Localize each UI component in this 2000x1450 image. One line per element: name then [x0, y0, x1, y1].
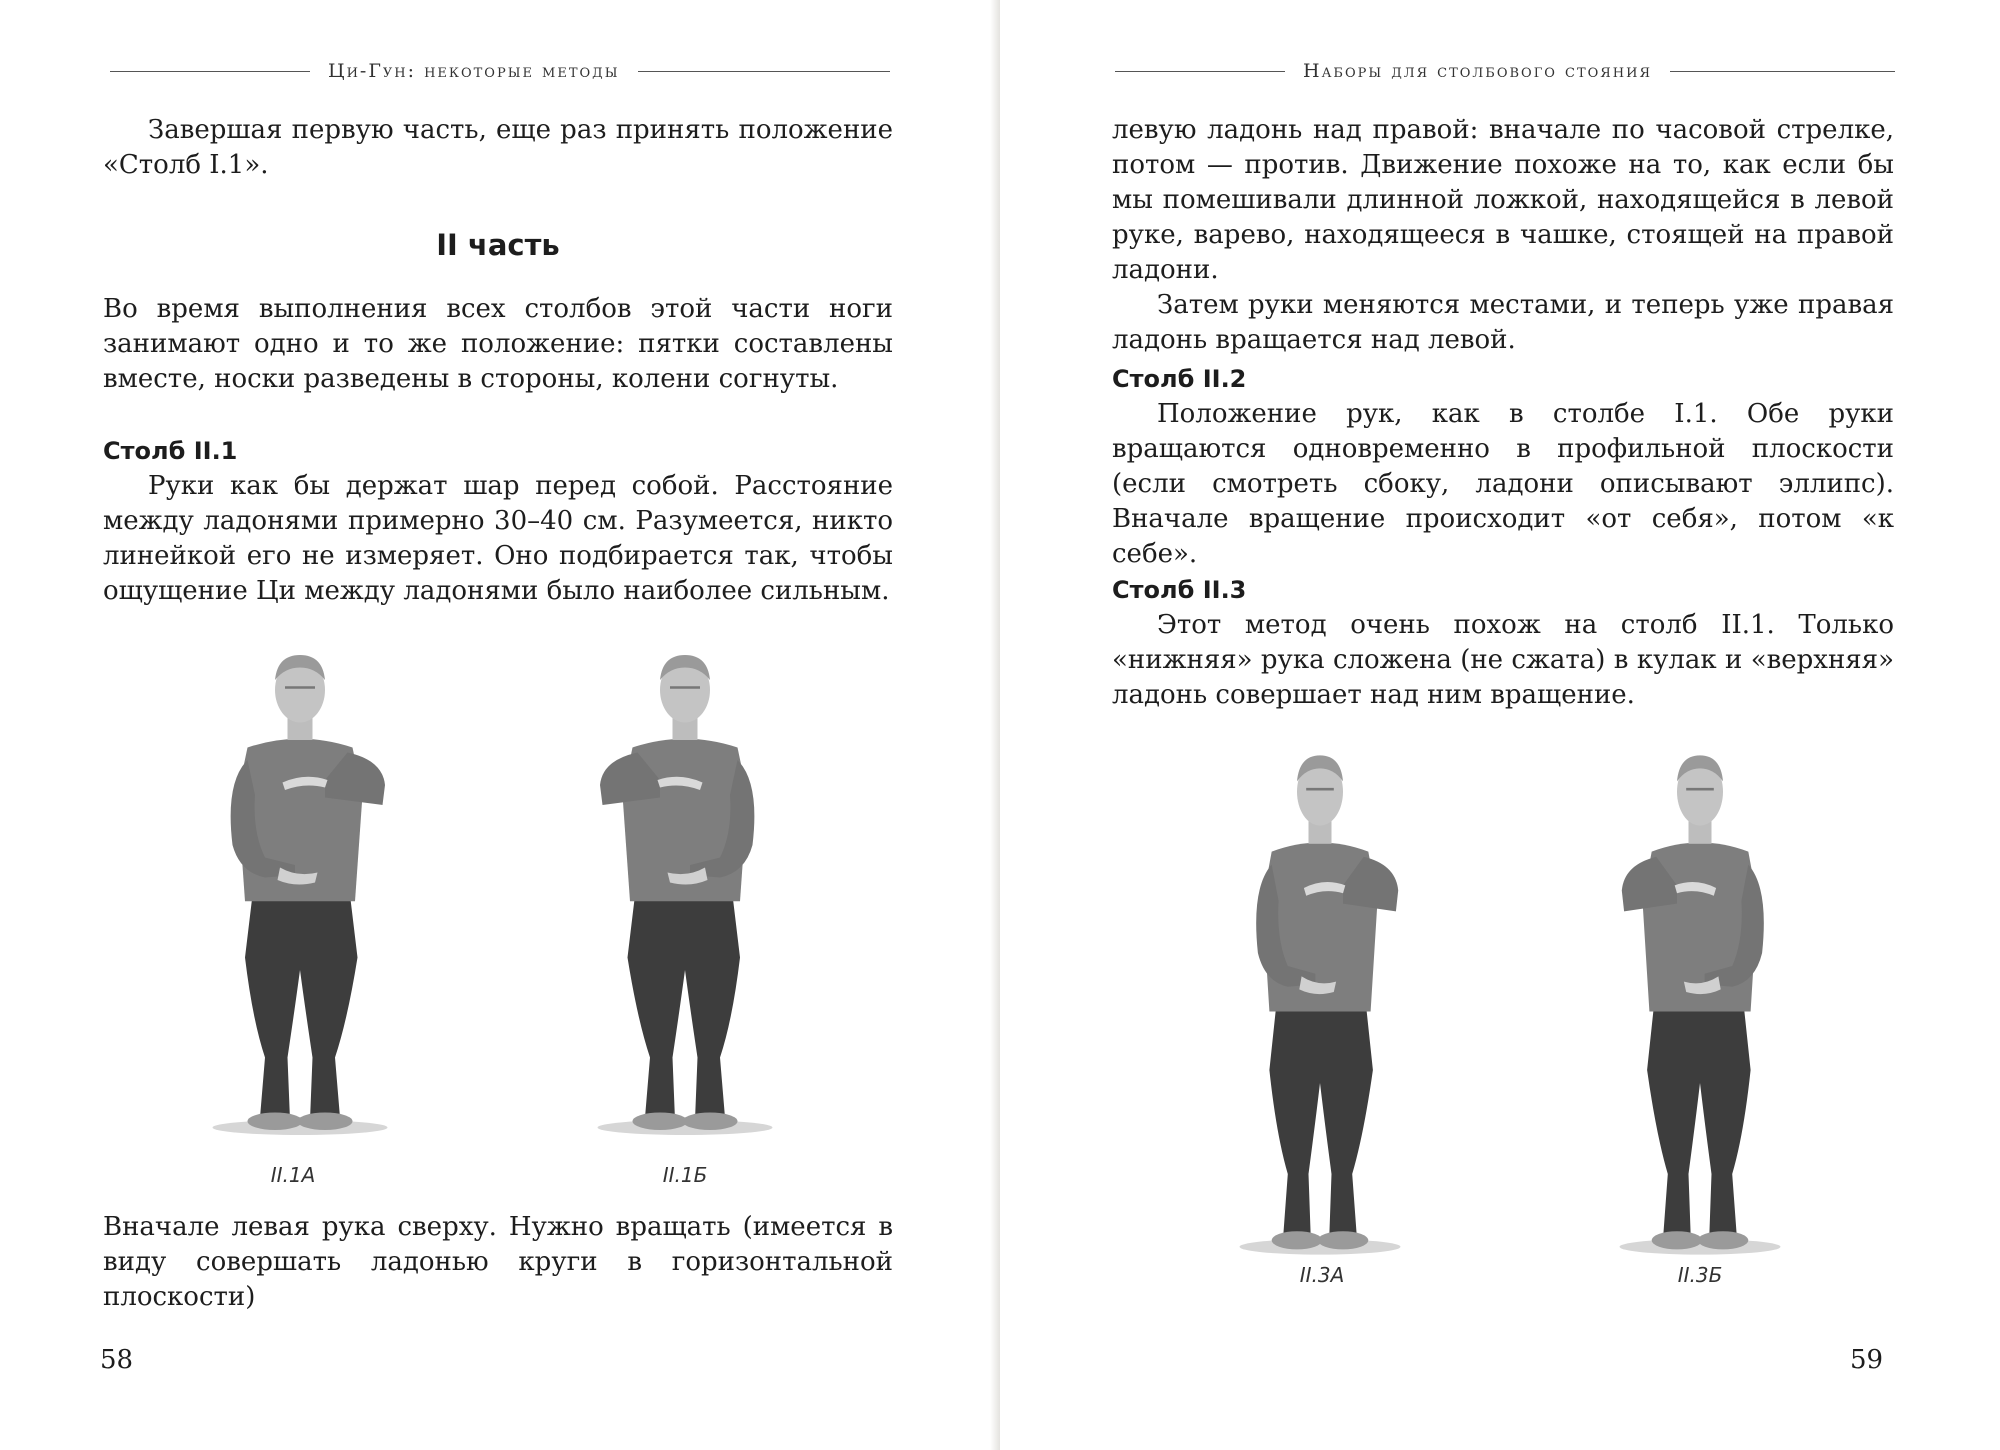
text-block-1: [103, 113, 893, 183]
page-number: 59: [1850, 1345, 1884, 1375]
paragraph: Вначале левая рука сверху. Нужно вращать (имеется в виду совершать ладонью круги в горизонтальной плоскости): [103, 1212, 893, 1312]
figure-caption: II.1А: [270, 1163, 316, 1187]
section-heading: Столб II.2: [1112, 365, 1247, 393]
figure-II-1A-photo: [175, 640, 425, 1150]
page-number: 58: [100, 1345, 134, 1375]
figure-caption: II.3А: [1299, 1263, 1345, 1287]
section-stolb-II-1: [103, 434, 893, 609]
figure-caption: II.1Б: [662, 1163, 708, 1187]
paragraph: Положение рук, как в столбе I.1. Обе руки вращаются одновременно в профильной плоскости (если смотреть сбоку, ладони описывают эллипс). Вначале вращение происходит «от себя», потом «к себе».: [1112, 399, 1894, 569]
paragraph: Во время выполнения всех столбов этой части ноги занимают одно и то же положение: пятки составлены вместе, носки разведены в стороны, колени согнуты.: [103, 294, 893, 394]
section-heading: Столб II.3: [1112, 576, 1247, 604]
header-rule: [1115, 71, 1285, 72]
running-head-title: Наборы для столбового стояния: [1303, 60, 1652, 82]
section-stolb-II-2: [1112, 362, 1894, 572]
section-stolb-II-3: [1112, 573, 1894, 713]
text-block-3: [103, 1210, 893, 1315]
paragraph: Завершая первую часть, еще раз принять положение «Столб I.1».: [103, 115, 893, 180]
figure-II-1B-photo: [560, 640, 810, 1150]
left-running-head: [110, 56, 890, 86]
paragraph: левую ладонь над правой: вначале по часовой стрелке, потом — против. Движение похоже на то, как если бы мы помешивали длинной ложкой, находящейся в левой руке, варево, находящееся в чашке, стоящей на правой ладони.: [1112, 115, 1894, 285]
figure-caption: II.3Б: [1677, 1263, 1723, 1287]
header-rule: [1670, 71, 1895, 72]
paragraph: Руки как бы держат шар перед собой. Расстояние между ладонями примерно 30–40 см. Разумеется, никто линейкой его не измеряет. Оно подбирается так, чтобы ощущение Ци между ладонями было наиболее сильным.: [103, 471, 893, 606]
header-rule: [110, 71, 310, 72]
paragraph: Этот метод очень похож на столб II.1. Только «нижняя» рука сложена (не сжата) в кулак и «верхняя» ладонь совершает над ним вращение.: [1112, 610, 1894, 710]
header-rule: [638, 71, 890, 72]
text-block-2: [103, 292, 893, 397]
section-heading: Столб II.1: [103, 437, 238, 465]
paragraph: Затем руки меняются местами, и теперь уже правая ладонь вращается над левой.: [1112, 290, 1894, 355]
part-heading: II часть: [436, 228, 560, 262]
text-block-1: [1112, 113, 1894, 358]
right-running-head: [1115, 56, 1895, 86]
figure-II-3B-photo: [1585, 745, 1815, 1265]
right-page: [1000, 0, 2000, 1450]
figure-II-3A-photo: [1205, 745, 1435, 1265]
running-head-title: Ци-Гун: некоторые методы: [328, 60, 620, 82]
